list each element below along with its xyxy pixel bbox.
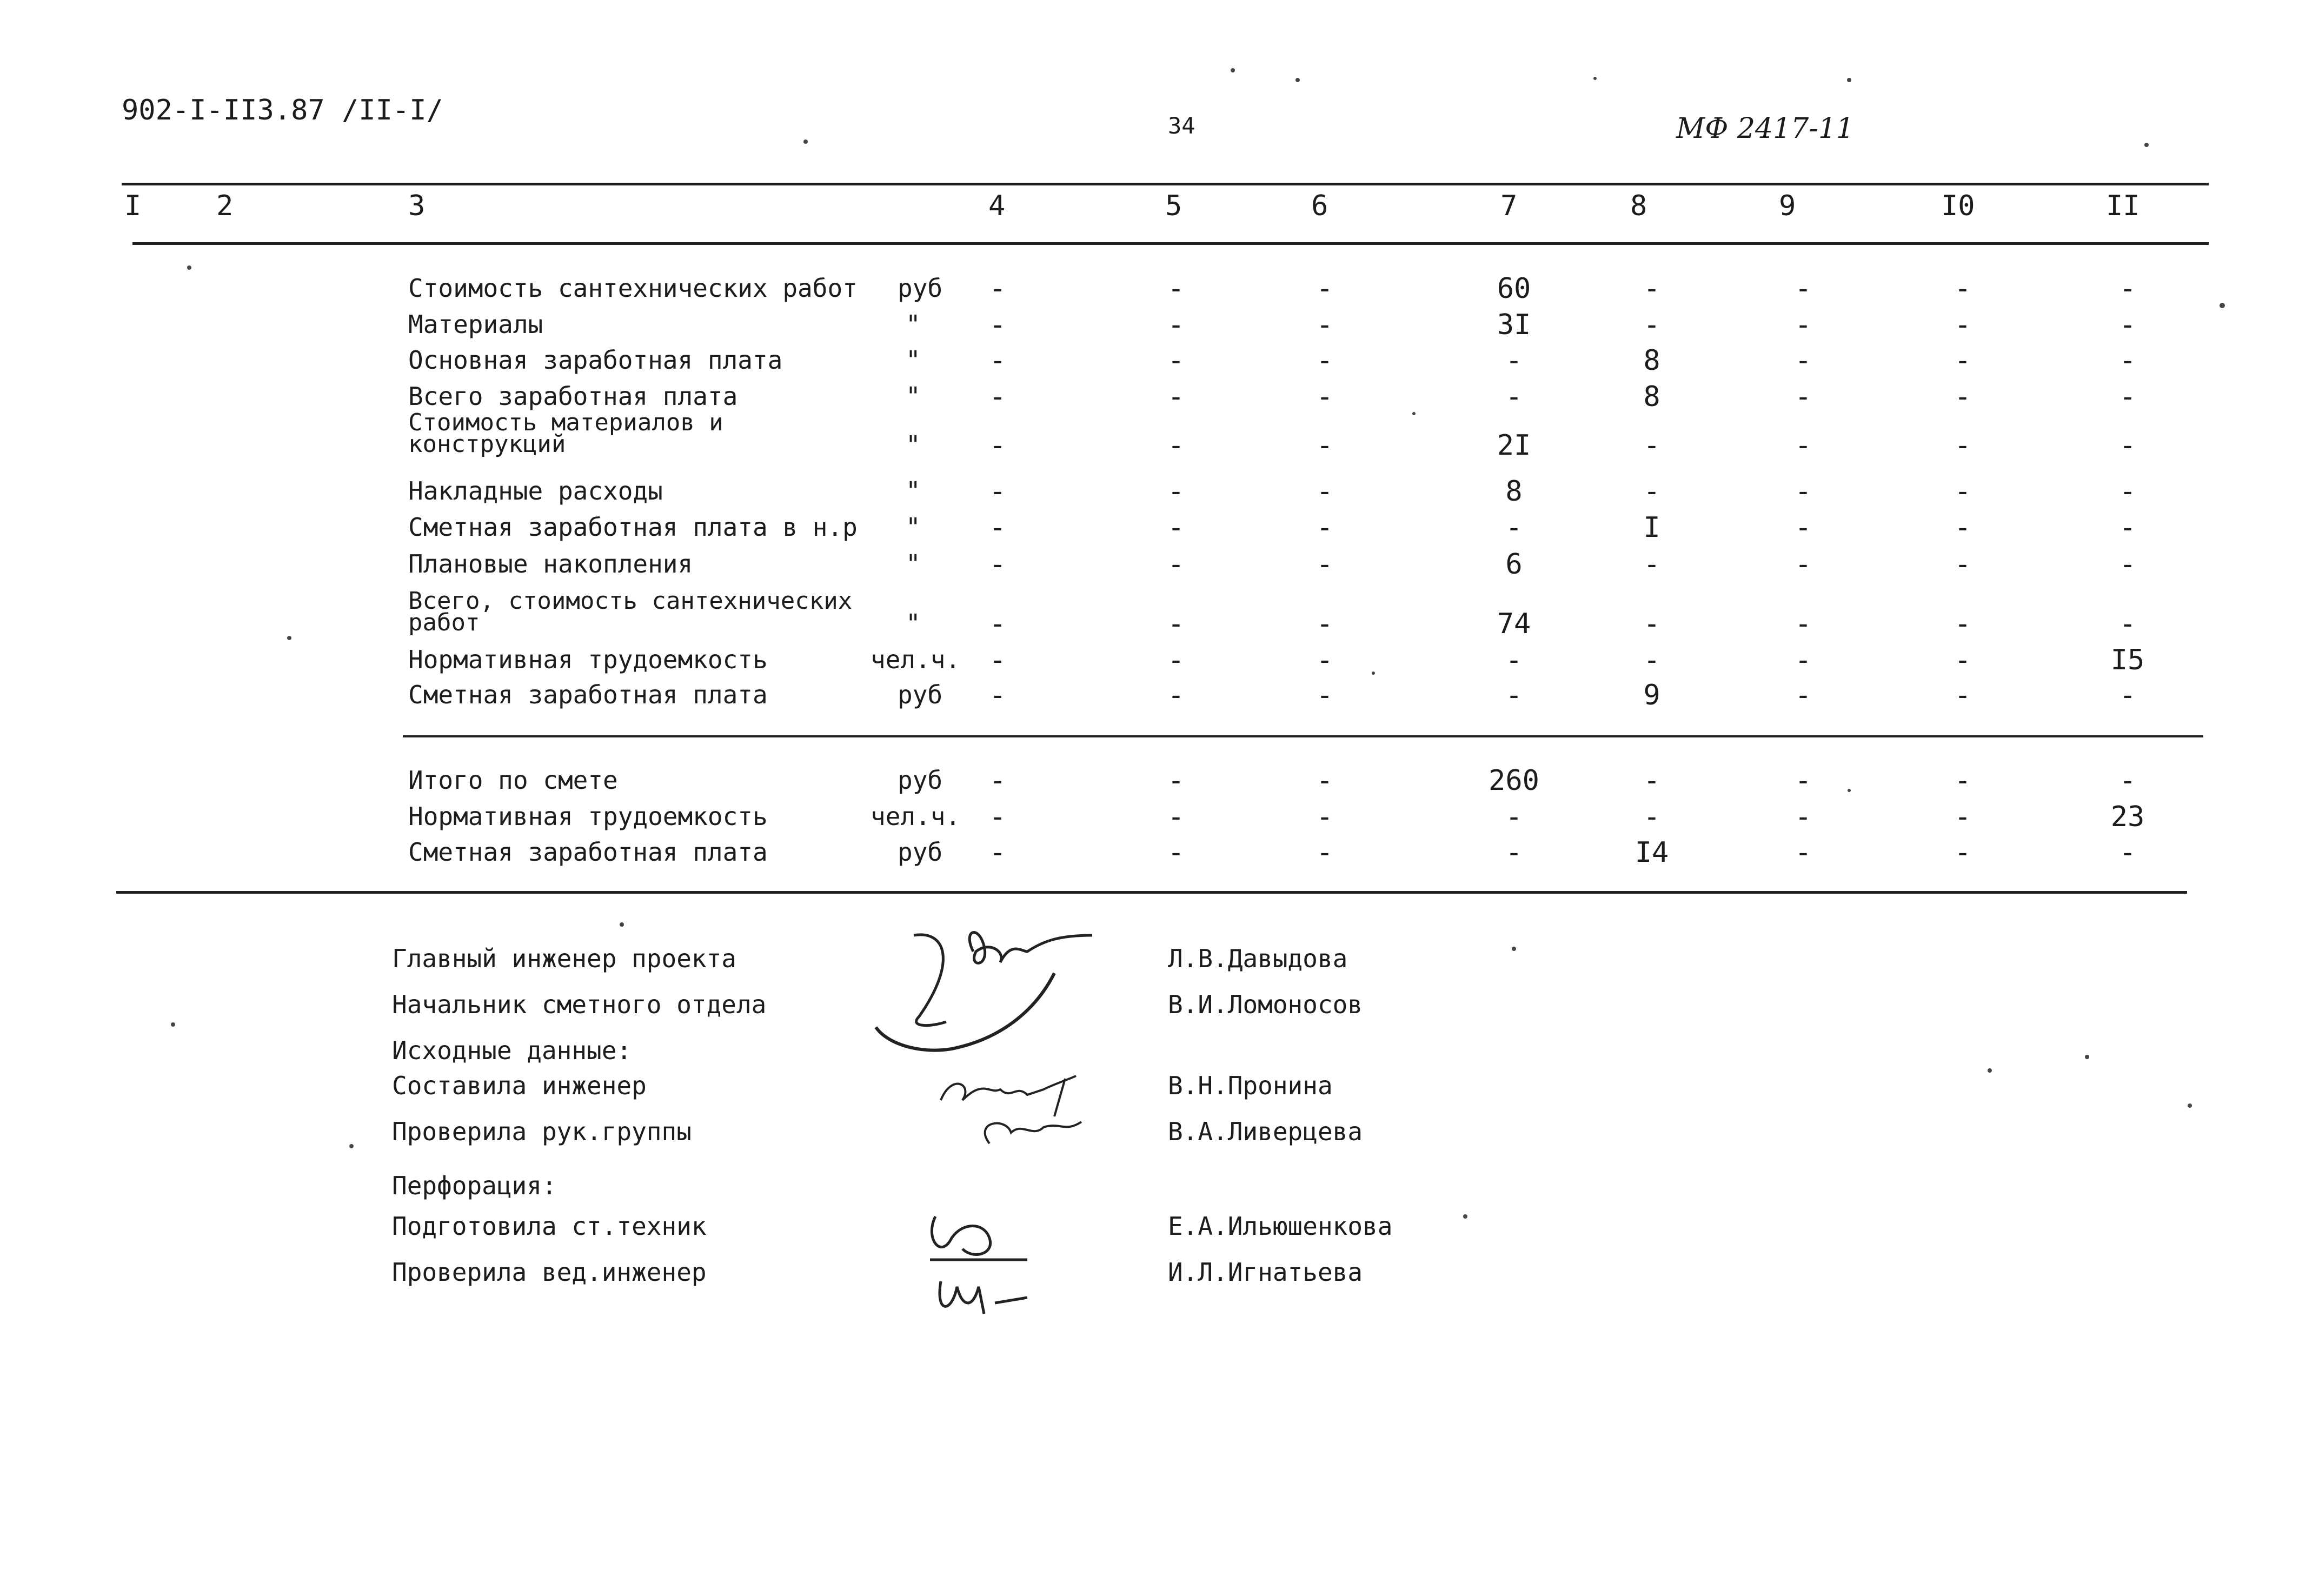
row-value: - — [2119, 272, 2136, 305]
row-value: - — [1167, 511, 1185, 544]
row-value: I4 — [1634, 836, 1669, 869]
row-value: - — [1954, 608, 1971, 640]
row-label: Всего, стоимость сантехнических — [408, 587, 853, 615]
row-value: - — [989, 608, 1006, 640]
row-value: - — [2119, 381, 2136, 413]
row-value: - — [1954, 644, 1971, 676]
row-unit: руб — [898, 680, 943, 709]
row-value: - — [1316, 344, 1333, 377]
row-label: Нормативная трудоемкость — [408, 802, 768, 831]
document-code: 902-I-II3.87 /II-I/ — [122, 94, 443, 127]
row-value: - — [1795, 272, 1812, 305]
row-value: - — [1954, 429, 1971, 462]
row-value: - — [989, 344, 1006, 377]
row-value: - — [1316, 309, 1333, 341]
row-unit: руб — [898, 766, 943, 795]
row-value: - — [1795, 679, 1812, 711]
row-value: - — [1316, 381, 1333, 413]
row-value: - — [1316, 475, 1333, 508]
row-label: Итого по смете — [408, 766, 618, 795]
row-value: - — [1954, 272, 1971, 305]
row-value: I — [1643, 511, 1660, 544]
row-value: - — [1643, 764, 1660, 797]
row-value: - — [1316, 644, 1333, 676]
row-value: - — [1316, 548, 1333, 581]
row-value: - — [1316, 836, 1333, 869]
col-header-1: I — [124, 190, 142, 222]
row-value: - — [1167, 548, 1185, 581]
row-value: - — [2119, 679, 2136, 711]
row-value: - — [1795, 511, 1812, 544]
row-label: Нормативная трудоемкость — [408, 645, 768, 674]
row-value: - — [1316, 801, 1333, 833]
row-value: - — [1505, 381, 1523, 413]
col-header-4: 4 — [988, 190, 1006, 222]
row-value: 9 — [1643, 679, 1660, 711]
row-value: - — [1167, 764, 1185, 797]
row-value: - — [2119, 511, 2136, 544]
row-value: - — [1316, 429, 1333, 462]
row-value: - — [2119, 429, 2136, 462]
row-unit: " — [906, 476, 921, 506]
row-value: - — [989, 764, 1006, 797]
row-value: - — [2119, 608, 2136, 640]
row-unit: чел.ч. — [871, 802, 961, 831]
col-header-2: 2 — [216, 190, 234, 222]
row-value: - — [1167, 608, 1185, 640]
signatory-role: Составила инженер — [392, 1071, 647, 1100]
row-label: Накладные расходы — [408, 476, 663, 506]
row-label: Плановые накопления — [408, 549, 693, 578]
row-value: - — [1505, 511, 1523, 544]
row-value: - — [1167, 381, 1185, 413]
row-value: - — [1954, 836, 1971, 869]
row-value: - — [2119, 309, 2136, 341]
row-label: Сметная заработная плата — [408, 680, 768, 709]
row-value: - — [1316, 764, 1333, 797]
row-value: - — [1795, 344, 1812, 377]
row-value: - — [1316, 272, 1333, 305]
row-value: - — [1167, 344, 1185, 377]
row-value: - — [1167, 309, 1185, 341]
row-value: 8 — [1643, 344, 1660, 377]
row-label: Сметная заработная плата в н.р — [408, 513, 858, 542]
row-value: - — [1795, 644, 1812, 676]
row-value: 6 — [1505, 548, 1523, 581]
row-value: - — [989, 429, 1006, 462]
row-value: - — [989, 644, 1006, 676]
row-label: Стоимость сантехнических работ — [408, 274, 858, 303]
row-value: I5 — [2110, 644, 2145, 676]
row-value: - — [2119, 344, 2136, 377]
col-header-3: 3 — [408, 190, 426, 222]
signatory-name: В.И.Ломоносов — [1168, 990, 1363, 1019]
row-value: - — [2119, 475, 2136, 508]
row-value: - — [989, 309, 1006, 341]
col-header-11: II — [2106, 190, 2140, 222]
row-value: - — [1167, 836, 1185, 869]
row-value: - — [1954, 381, 1971, 413]
row-value: - — [1643, 429, 1660, 462]
signatory-role: Подготовила ст.техник — [392, 1212, 707, 1241]
signatory-name: В.А.Ливерцева — [1168, 1117, 1363, 1146]
row-label: Сметная заработная плата — [408, 837, 768, 867]
row-value: - — [2119, 548, 2136, 581]
row-value: - — [989, 836, 1006, 869]
signatory-name: В.Н.Пронина — [1168, 1071, 1333, 1100]
row-value: - — [1643, 548, 1660, 581]
row-unit: " — [906, 549, 921, 578]
row-value: - — [989, 475, 1006, 508]
row-value: - — [1167, 644, 1185, 676]
signatory-role: Исходные данные: — [392, 1036, 632, 1065]
signatory-role: Проверила рук.группы — [392, 1117, 692, 1146]
row-value: - — [1954, 475, 1971, 508]
col-header-9: 9 — [1779, 190, 1796, 222]
row-value: 260 — [1489, 764, 1539, 797]
row-value: - — [1643, 608, 1660, 640]
col-header-6: 6 — [1311, 190, 1328, 222]
row-unit: чел.ч. — [871, 645, 961, 674]
row-value: 3I — [1497, 309, 1531, 341]
row-value: - — [1795, 475, 1812, 508]
row-value: - — [1505, 344, 1523, 377]
row-value: - — [1795, 608, 1812, 640]
row-value: - — [2119, 764, 2136, 797]
row-value: 74 — [1497, 608, 1531, 640]
row-value: - — [1643, 309, 1660, 341]
row-value: 23 — [2110, 801, 2145, 833]
row-unit: " — [906, 609, 921, 638]
signatory-name: Л.В.Давыдова — [1168, 944, 1348, 973]
row-value: - — [989, 679, 1006, 711]
row-value: - — [1954, 548, 1971, 581]
row-value: - — [1954, 679, 1971, 711]
row-label: Стоимость материалов и — [408, 409, 723, 436]
row-unit: руб — [898, 274, 943, 303]
row-value: - — [1795, 836, 1812, 869]
row-value: - — [1954, 801, 1971, 833]
row-unit: " — [906, 430, 921, 460]
page-number: 34 — [1168, 112, 1195, 139]
row-value: - — [1316, 511, 1333, 544]
signatory-name: И.Л.Игнатьева — [1168, 1258, 1363, 1287]
row-unit: " — [906, 345, 921, 375]
row-value: - — [1316, 608, 1333, 640]
row-value: - — [1795, 548, 1812, 581]
row-value: - — [989, 381, 1006, 413]
row-value: - — [1643, 644, 1660, 676]
col-header-10: I0 — [1941, 190, 1975, 222]
col-header-8: 8 — [1630, 190, 1647, 222]
row-value: - — [1795, 381, 1812, 413]
row-value: - — [1505, 644, 1523, 676]
row-unit: руб — [898, 837, 943, 867]
col-header-5: 5 — [1165, 190, 1182, 222]
row-value: 60 — [1497, 272, 1531, 305]
row-value: - — [1795, 309, 1812, 341]
row-value: 8 — [1643, 381, 1660, 413]
row-value: - — [989, 511, 1006, 544]
row-value: 8 — [1505, 475, 1523, 508]
row-value: - — [1643, 272, 1660, 305]
signatory-role: Проверила вед.инженер — [392, 1258, 707, 1287]
row-label: Материалы — [408, 310, 543, 339]
row-label: работ — [408, 609, 480, 636]
row-value: - — [1316, 679, 1333, 711]
row-unit: " — [906, 382, 921, 411]
row-value: - — [1167, 429, 1185, 462]
row-value: - — [1167, 679, 1185, 711]
row-value: - — [989, 272, 1006, 305]
row-value: - — [1167, 801, 1185, 833]
row-label: Всего заработная плата — [408, 382, 738, 411]
row-unit: " — [906, 513, 921, 542]
row-value: - — [1795, 764, 1812, 797]
row-value: - — [1795, 429, 1812, 462]
row-value: - — [1954, 511, 1971, 544]
signatory-role: Главный инженер проекта — [392, 944, 736, 973]
row-value: - — [1795, 801, 1812, 833]
row-value: - — [2119, 836, 2136, 869]
row-label: Основная заработная плата — [408, 345, 783, 375]
row-value: - — [1505, 836, 1523, 869]
row-value: - — [1643, 475, 1660, 508]
row-value: - — [1954, 309, 1971, 341]
row-value: - — [1505, 679, 1523, 711]
signatory-role: Начальник сметного отдела — [392, 990, 767, 1019]
row-value: - — [1954, 344, 1971, 377]
row-label: конструкций — [408, 430, 566, 458]
row-value: - — [1167, 475, 1185, 508]
row-value: - — [1954, 764, 1971, 797]
col-header-7: 7 — [1500, 190, 1518, 222]
row-value: - — [1167, 272, 1185, 305]
row-value: - — [989, 548, 1006, 581]
stamp-number: МФ 2417-11 — [1676, 112, 1855, 145]
row-unit: " — [906, 310, 921, 339]
row-value: - — [989, 801, 1006, 833]
signatory-role: Перфорация: — [392, 1171, 557, 1200]
row-value: - — [1643, 801, 1660, 833]
row-value: - — [1505, 801, 1523, 833]
signatory-name: Е.А.Ильюшенкова — [1168, 1212, 1393, 1241]
row-value: 2I — [1497, 429, 1531, 462]
